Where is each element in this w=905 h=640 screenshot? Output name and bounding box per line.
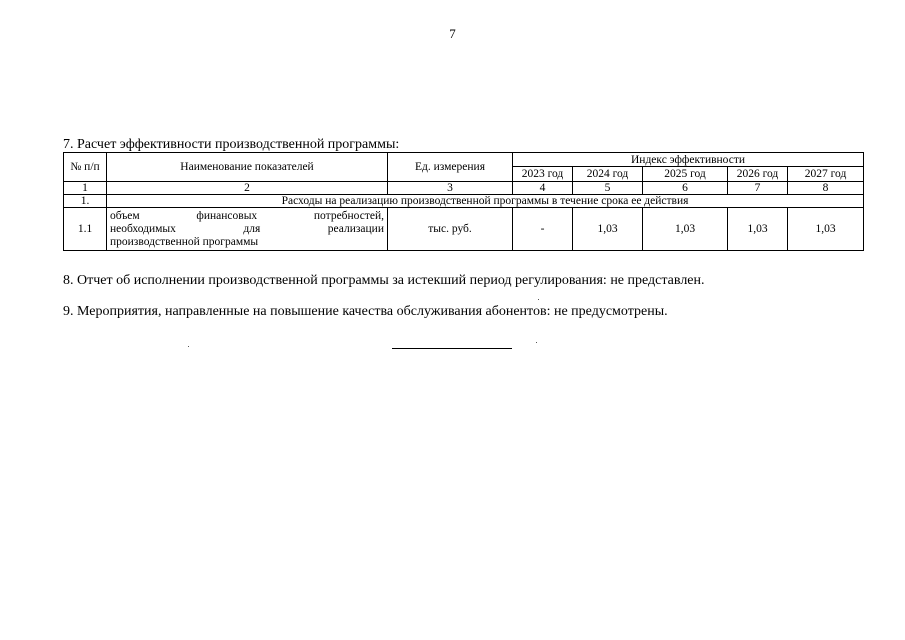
section-7-title: 7. Расчет эффективности производственной программы:	[63, 137, 400, 152]
signature-line	[392, 348, 512, 349]
row-num: 1.1	[64, 208, 107, 251]
row-unit: тыс. руб.	[388, 208, 513, 251]
header-unit: Ед. измерения	[388, 153, 513, 182]
col-number: 5	[573, 182, 643, 195]
row-name	[107, 208, 388, 251]
section-8-text: 8. Отчет об исполнении производственной программы за истекший период регулирования: не представлен.	[63, 273, 705, 288]
header-name: Наименование показателей	[107, 153, 388, 182]
row-name-line: объем финансовых потребностей,	[110, 209, 384, 222]
group-label: Расходы на реализацию производственной программы в течение срока ее действия	[107, 195, 864, 208]
row-value: 1,03	[573, 208, 643, 251]
section-9-text: 9. Мероприятия, направленные на повышение качества обслуживания абонентов: не предусмотрены.	[63, 304, 668, 319]
header-num: № п/п	[64, 153, 107, 182]
header-year: 2024 год	[573, 167, 643, 182]
header-year: 2026 год	[728, 167, 788, 182]
header-year: 2027 год	[788, 167, 864, 182]
col-number: 7	[728, 182, 788, 195]
scan-speck	[538, 299, 539, 300]
row-name-line: производственной программы	[110, 235, 259, 248]
col-number: 8	[788, 182, 864, 195]
col-number: 1	[64, 182, 107, 195]
row-value: -	[513, 208, 573, 251]
scan-speck	[536, 342, 537, 343]
header-year: 2023 год	[513, 167, 573, 182]
row-name-line: необходимых для реализации	[110, 222, 384, 235]
group-num: 1.	[64, 195, 107, 208]
col-number: 2	[107, 182, 388, 195]
table-row	[64, 208, 864, 251]
col-number: 3	[388, 182, 513, 195]
row-value: 1,03	[788, 208, 864, 251]
efficiency-table	[63, 152, 864, 251]
col-number: 4	[513, 182, 573, 195]
row-value: 1,03	[728, 208, 788, 251]
header-index-group: Индекс эффективности	[513, 153, 864, 167]
header-year: 2025 год	[643, 167, 728, 182]
page-number: 7	[449, 26, 456, 41]
row-value: 1,03	[643, 208, 728, 251]
col-number: 6	[643, 182, 728, 195]
table-group-row	[64, 195, 864, 208]
scan-speck	[188, 346, 189, 347]
